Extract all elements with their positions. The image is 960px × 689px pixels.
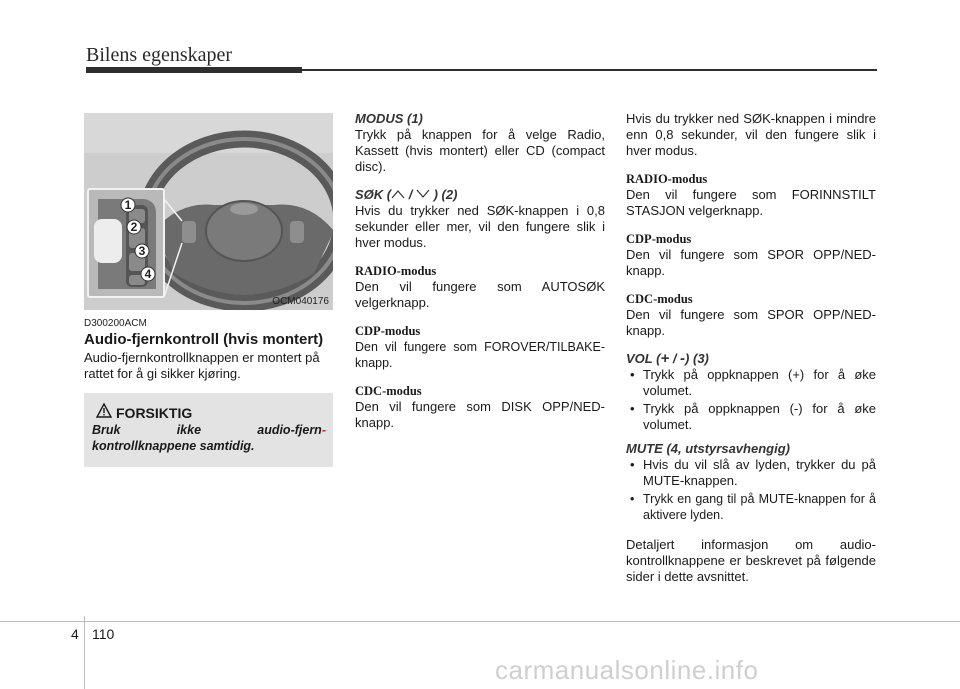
cdc-text: Den vil fungere som DISK OPP/NED-knapp. <box>355 399 605 430</box>
figure-code: OCM040176 <box>272 296 329 307</box>
callout-4: 4 <box>144 267 152 281</box>
steering-wheel-illustration <box>84 113 333 310</box>
page-chapter-number: 4 <box>71 626 79 642</box>
radio-text: Den vil fungere som AUTOSØK velgerknapp. <box>355 279 605 310</box>
caution-title: FORSIKTIG <box>116 405 193 421</box>
caution-text-part-a: Bruk ikke audio-fjern <box>92 423 322 437</box>
right-column <box>626 111 876 585</box>
cdp-heading: CDP-modus <box>355 324 421 338</box>
sok-heading-c: ) (2) <box>429 187 458 202</box>
chevron-down-icon <box>416 189 430 199</box>
cdp-text-right: Den vil fungere som SPOR OPP/NED-knapp. <box>626 247 876 278</box>
vol-plus: + <box>660 350 670 367</box>
page-number: 110 <box>92 626 115 642</box>
mute-heading: MUTE (4, utstyrsavhengig) <box>626 441 790 456</box>
chevron-up-icon <box>391 189 405 199</box>
vol-bullet-2: • Trykk på oppknappen (-) for å øke volumet. <box>626 401 876 433</box>
mute-bullet-1: • Hvis du vil slå av lyden, trykker du på MUTE-knappen. <box>626 457 876 489</box>
sok-heading <box>355 187 605 203</box>
vol-sep: / <box>669 351 681 366</box>
radio-text-right: Den vil fungere som FORINNSTILT STASJON velgerknapp. <box>626 187 876 218</box>
mute-bullet-list <box>626 457 876 523</box>
sok-text: Hvis du trykker ned SØK-knappen i 0,8 sekunder eller mer, vil den fungere slik i hver modus. <box>355 203 605 250</box>
steering-wheel-photo <box>84 113 333 310</box>
sok-heading-b: / <box>405 187 416 202</box>
cdp-heading-right: CDP-modus <box>626 232 692 246</box>
vol-heading-a: VOL ( <box>626 351 661 366</box>
radio-heading-right: RADIO-modus <box>626 172 708 186</box>
cdc-heading: CDC-modus <box>355 384 422 398</box>
callout-3: 3 <box>138 244 146 258</box>
middle-column <box>355 111 605 431</box>
modus-heading: MODUS (1) <box>355 111 423 126</box>
vol-bullet-1: • Trykk på oppknappen (+) for å øke volumet. <box>626 367 876 399</box>
reference-code: D300200ACM <box>84 318 147 329</box>
closing-text: Detaljert informasjon om audio-kontrollknappene er beskrevet på følgende sider i dette avsnittet. <box>626 537 876 584</box>
vol-heading-b: ) (3) <box>685 351 709 366</box>
mute-bullet-2: • Trykk en gang til på MUTE-knappen for å aktivere lyden. <box>626 491 876 523</box>
sok-heading-a: SØK ( <box>355 187 392 202</box>
footer-divider <box>84 616 85 689</box>
callout-1: 1 <box>124 198 132 212</box>
cdp-text: Den vil fungere som FOROVER/TILBAKE-knapp. <box>355 340 605 370</box>
header-rule-thick <box>86 67 302 73</box>
vol-bullet-list <box>626 367 876 433</box>
cdc-heading-right: CDC-modus <box>626 292 693 306</box>
modus-text: Trykk på knappen for å velge Radio, Kassett (hvis montert) eller CD (compact disc). <box>355 127 605 174</box>
chapter-title: Bilens egenskaper <box>86 44 233 66</box>
warning-triangle-icon <box>96 403 112 418</box>
footer-rule <box>0 621 960 622</box>
radio-heading: RADIO-modus <box>355 264 437 278</box>
caution-text <box>92 422 326 454</box>
caution-hyphen: - <box>321 423 326 437</box>
vol-minus: - <box>680 350 686 367</box>
caution-text-part-b: kontrollknappene samtidig. <box>92 439 255 453</box>
vol-heading <box>626 351 876 367</box>
caution-box <box>84 393 333 467</box>
watermark: carmanualsonline.info <box>495 655 759 685</box>
header-rule-thin <box>302 69 877 71</box>
section-intro: Audio-fjernkontrollknappen er montert på rattet for å gi sikker kjøring. <box>84 350 320 381</box>
search-short-intro: Hvis du trykker ned SØK-knappen i mindre enn 0,8 sekunder, vil den fungere slik i hver modus. <box>626 111 876 158</box>
callout-2: 2 <box>130 220 138 234</box>
section-title: Audio-fjernkontroll (hvis montert) <box>84 331 324 348</box>
cdc-text-right: Den vil fungere som SPOR OPP/NED-knapp. <box>626 307 876 338</box>
